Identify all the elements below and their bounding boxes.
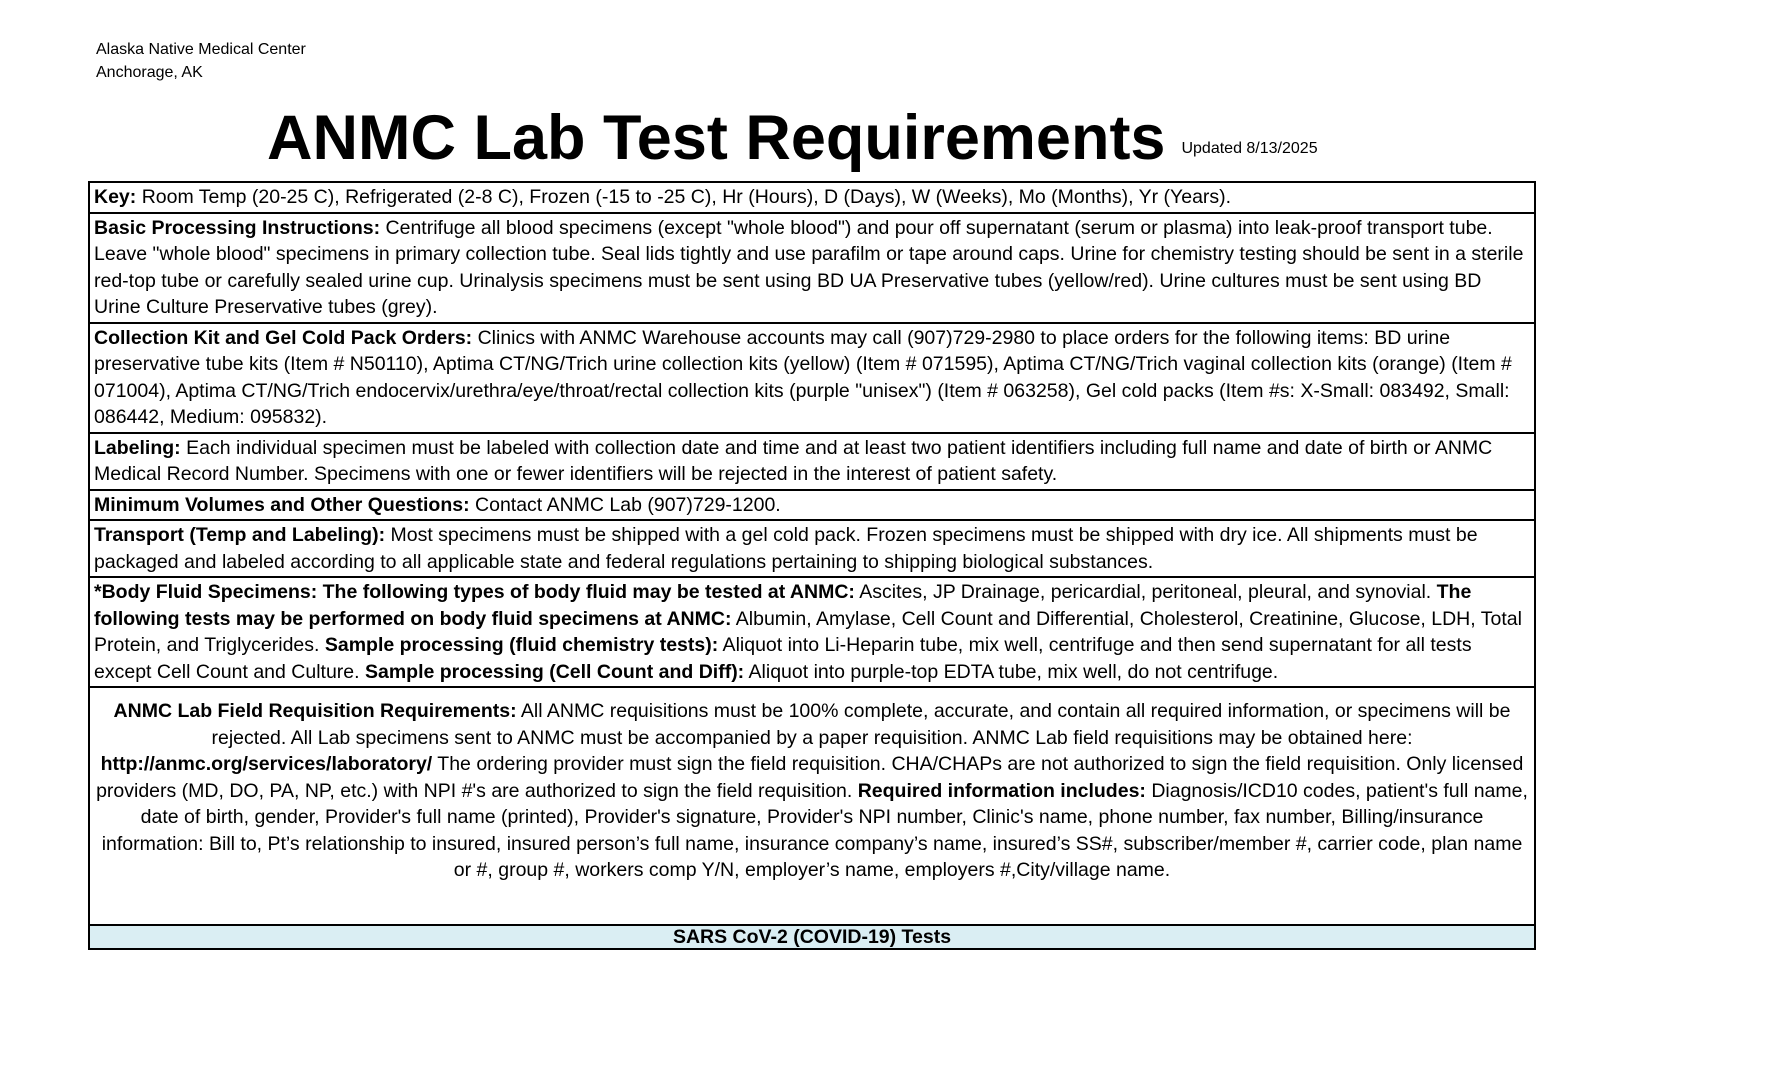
org-name: Alaska Native Medical Center [96, 41, 306, 58]
page-title: ANMC Lab Test Requirements [267, 103, 1166, 173]
key-text: Room Temp (20-25 C), Refrigerated (2-8 C), Frozen (-15 to -25 C), Hr (Hours), D (Days), W (Weeks), Mo (Months), Yr (Years). [136, 186, 1232, 208]
updated-date: Updated 8/13/2025 [1181, 140, 1318, 157]
minimum-volumes-label: Minimum Volumes and Other Questions: [94, 493, 470, 516]
body-fluid-label-1: *Body Fluid Specimens: The following types of body fluid may be tested at ANMC: [94, 581, 855, 603]
requisition-row [90, 688, 1534, 926]
body-fluid-label-3: Sample processing (fluid chemistry tests): [324, 634, 719, 656]
body-fluid-row [90, 578, 1534, 688]
transport-row [90, 521, 1534, 578]
requisition-url-link[interactable]: http://anmc.org/services/laboratory/ [100, 753, 433, 775]
key-label: Key: [94, 186, 137, 208]
body-fluid-text-1: Ascites, JP Drainage, pericardial, peritoneal, pleural, and synovial. [854, 581, 1437, 603]
sars-cov2-section-header: SARS CoV-2 (COVID-19) Tests [90, 926, 1534, 948]
body-fluid-text-4: Aliquot into purple-top EDTA tube, mix well, do not centrifuge. [744, 660, 1279, 683]
basic-processing-label: Basic Processing Instructions: [94, 216, 381, 239]
requirements-table [88, 181, 1536, 950]
body-fluid-label-2: The following tests may be performed on body fluid specimens at ANMC: [94, 581, 1472, 630]
body-fluid-text-3: Aliquot into Li-Heparin tube, mix well, centrifuge and then send supernatant for all tests except Cell Count and Culture. [94, 634, 1472, 683]
labeling-label: Labeling: [94, 436, 181, 459]
body-fluid-text-2: Albumin, Amylase, Cell Count and Differential, Cholesterol, Creatinine, Glucose, LDH, Total Protein, and Triglycerides. [94, 607, 1522, 656]
required-info-label: Required information includes: [857, 779, 1146, 802]
requisition-label: ANMC Lab Field Requisition Requirements: [113, 700, 517, 722]
minimum-volumes-row [90, 491, 1534, 522]
requisition-text-3: Diagnosis/ICD10 codes, patient's full name, date of birth, gender, Provider's full name (printed), Provider's signature, Provider's NPI number, Clinic's name, phone number, fax number, Billing/insurance information: Bill to, Pt’s relationship to insured, insured person’s full name, insurance company’s name, insured’s SS#, subscriber/member #, carrier code, plan name or #, group #, workers comp Y/N, employer’s name, employers #,City/village name. [101, 779, 1528, 881]
transport-label: Transport (Temp and Labeling): [94, 524, 386, 546]
basic-processing-text: Centrifuge all blood specimens (except "whole blood") and pour off supernatant (serum or plasma) into leak-proof transport tube. Leave "whole blood" specimens in primary collection tube. Seal lids tightly and use parafilm or tape around caps. Urine for chemistry testing should be sent in a sterile red-top tube or carefully sealed urine cup. Urinalysis specimens must be sent using BD UA Preservative tubes (yellow/red). Urine cultures must be sent using BD Urine Culture Preservative tubes (grey). [94, 216, 1524, 318]
requisition-text-2: The ordering provider must sign the field requisition. CHA/CHAPs are not authorized to sign the field requisition. Only licensed providers (MD, DO, PA, NP, etc.) with NPI #'s are authorized to sign the field requisition. [96, 753, 1524, 802]
body-fluid-label-4: Sample processing (Cell Count and Diff): [364, 660, 745, 683]
basic-processing-row [90, 214, 1534, 324]
labeling-text: Each individual specimen must be labeled with collection date and time and at least two patient identifiers including full name and date of birth or ANMC Medical Record Number. Specimens with one or fewer identifiers will be rejected in the interest of patient safety. [94, 436, 1493, 485]
minimum-volumes-text: Contact ANMC Lab (907)729-1200. [469, 493, 781, 516]
transport-text: Most specimens must be shipped with a gel cold pack. Frozen specimens must be shipped with dry ice. All shipments must be packaged and labeled according to all applicable state and federal regulations pertaining to shipping biological substances. [94, 524, 1478, 573]
org-header [96, 38, 306, 84]
title-row [267, 102, 1318, 174]
key-row [90, 183, 1534, 214]
collection-kit-text: Clinics with ANMC Warehouse accounts may call (907)729-2980 to place orders for the following items: BD urine preservative tube kits (Item # N50110), Aptima CT/NG/Trich urine collection kits (yellow) (Item # 071595), Aptima CT/NG/Trich vaginal collection kits (orange) (Item # 071004), Aptima CT/NG/Trich endocervix/urethra/eye/throat/rectal collection kits (purple "unisex") (Item # 063258), Gel cold packs (Item #s: X-Small: 083492, Small: 086442, Medium: 095832). [94, 326, 1512, 428]
requisition-text-1: All ANMC requisitions must be 100% complete, accurate, and contain all required information, or specimens will be rejected. All Lab specimens sent to ANMC must be accompanied by a paper requisition. ANMC Lab field requisitions may be obtained here: [211, 700, 1511, 749]
labeling-row [90, 434, 1534, 491]
collection-kit-row [90, 324, 1534, 434]
collection-kit-label: Collection Kit and Gel Cold Pack Orders: [94, 326, 473, 349]
org-location: Anchorage, AK [96, 64, 203, 81]
